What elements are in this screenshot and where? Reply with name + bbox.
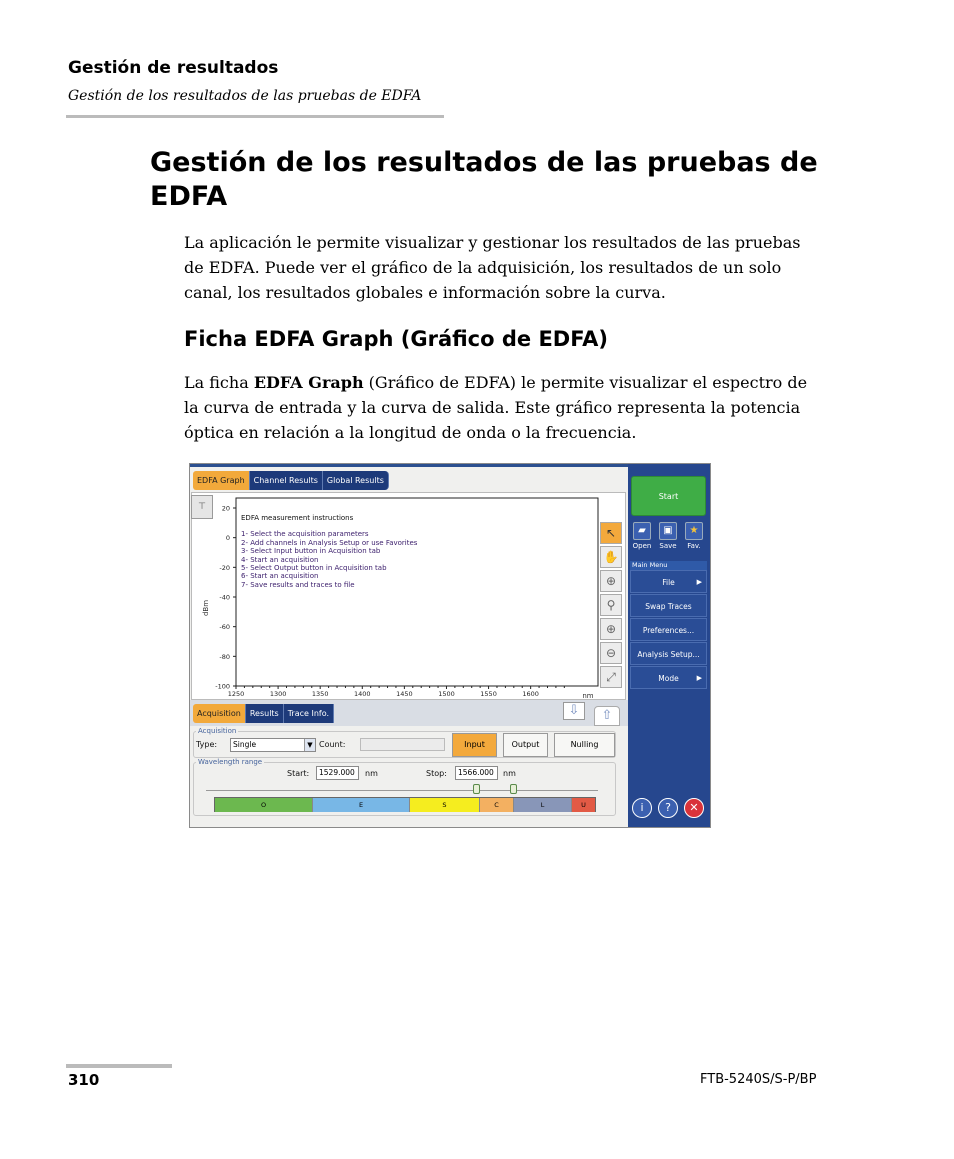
- y-tick-label: -60: [219, 623, 230, 632]
- tab-channel-results[interactable]: Channel Results: [250, 471, 323, 490]
- y-tick-label: -40: [219, 593, 230, 602]
- graph-toolbar: [600, 522, 626, 690]
- stop-slider-handle[interactable]: [510, 784, 517, 794]
- para-bold: EDFA Graph: [253, 373, 364, 392]
- y-tick-label: -80: [219, 652, 230, 661]
- start-unit: nm: [365, 769, 378, 778]
- start-field[interactable]: 1529.000: [316, 766, 359, 780]
- instruction-2: 2- Add channels in Analysis Setup or use Favorites: [241, 538, 418, 547]
- menu-item-file[interactable]: [630, 570, 707, 593]
- tab-trace-info[interactable]: Trace Info.: [284, 704, 334, 723]
- x-axis-unit: nm: [582, 692, 594, 700]
- intro-paragraph: La aplicación le permite visualizar y gestionar los resultados de las pruebas de EDFA. Puede ver el gráfico de la adquisición, los resultados de un solo canal, los resultados globales e información sobre la curva.: [184, 233, 801, 302]
- wavelength-legend: Wavelength range: [198, 758, 263, 766]
- band-l: L: [514, 798, 572, 812]
- main-menu: [630, 570, 707, 690]
- instruction-6: 6- Start an acquisition: [241, 572, 319, 581]
- floppy-icon: ▣: [659, 522, 677, 540]
- output-button[interactable]: Output: [503, 733, 548, 757]
- x-axis-ticks: [228, 686, 565, 698]
- zoom-in-icon[interactable]: ⊕: [600, 618, 622, 640]
- type-label: Type:: [196, 740, 218, 749]
- instruction-3: 3- Select Input button in Acquisition tab: [241, 547, 381, 556]
- acquisition-legend: Acquisition: [198, 727, 237, 735]
- menu-item-mode[interactable]: [630, 666, 707, 689]
- count-label: Count:: [319, 740, 346, 749]
- x-tick-label: 1550: [480, 690, 497, 698]
- quick-actions: [630, 522, 706, 550]
- save-button[interactable]: [656, 522, 680, 550]
- y-tick-label: 0: [225, 534, 230, 543]
- zoom-out-icon[interactable]: ⊖: [600, 642, 622, 664]
- x-tick-label: 1350: [311, 690, 329, 698]
- band-u: U: [572, 798, 595, 812]
- footer-rule: [66, 1064, 172, 1068]
- pointer-tool-icon[interactable]: ↖: [600, 522, 622, 544]
- instruction-5: 5- Select Output button in Acquisition tab: [241, 564, 387, 573]
- instructions: [241, 514, 417, 589]
- band-o: O: [215, 798, 313, 812]
- x-tick-label: 1300: [269, 690, 287, 698]
- instructions-title: EDFA measurement instructions: [241, 514, 354, 522]
- main-menu-header: Main Menu: [630, 561, 707, 570]
- menu-mode-label: Mode: [658, 674, 679, 683]
- zoom-area-icon[interactable]: ⊕: [600, 570, 622, 592]
- fav-label: Fav.: [687, 542, 701, 550]
- open-button[interactable]: [630, 522, 654, 550]
- x-tick-label: 1500: [438, 690, 455, 698]
- edfa-screenshot: [189, 463, 711, 828]
- info-icon[interactable]: i: [632, 798, 652, 818]
- zoom-icon[interactable]: ⚲: [600, 594, 622, 616]
- running-header-section: Gestión de resultados: [68, 58, 279, 78]
- type-value: Single: [233, 740, 257, 749]
- system-buttons: [632, 798, 704, 818]
- instruction-1: 1- Select the acquisition parameters: [241, 530, 369, 539]
- range-slider-track: [206, 790, 598, 791]
- start-button[interactable]: Start: [631, 476, 706, 516]
- y-tick-label: 20: [221, 504, 230, 513]
- product-model: FTB-5240S/S-P/BP: [700, 1072, 817, 1087]
- collapse-down-icon[interactable]: ⇩: [563, 702, 585, 720]
- input-button[interactable]: Input: [452, 733, 497, 757]
- favorites-button[interactable]: [682, 522, 706, 550]
- expand-up-icon[interactable]: ⇧: [594, 706, 620, 726]
- start-label: Start:: [287, 769, 310, 778]
- window-top-bar: [190, 464, 628, 467]
- instruction-4: 4- Start an acquisition: [241, 555, 319, 564]
- stop-label: Stop:: [426, 769, 447, 778]
- y-axis-label: dBm: [202, 599, 210, 617]
- para-pre: La ficha: [184, 373, 254, 392]
- chevron-down-icon: ▼: [304, 739, 315, 751]
- x-tick-label: 1250: [227, 690, 245, 698]
- tab-edfa-graph[interactable]: EDFA Graph: [193, 471, 250, 490]
- acquisition-tabs: [193, 704, 334, 723]
- x-tick-label: 1400: [354, 690, 371, 698]
- count-field[interactable]: [360, 738, 445, 751]
- y-tick-label: -20: [219, 563, 230, 572]
- section-heading: Ficha EDFA Graph (Gráfico de EDFA): [184, 327, 609, 351]
- x-tick-label: 1600: [522, 690, 539, 698]
- menu-item-analysis-setup[interactable]: Analysis Setup...: [630, 642, 707, 665]
- menu-item-swap-traces[interactable]: Swap Traces: [630, 594, 707, 617]
- arrow-right-icon: ▶: [696, 674, 702, 682]
- menu-file-label: File: [662, 578, 675, 587]
- band-s: S: [410, 798, 480, 812]
- save-label: Save: [659, 542, 677, 550]
- y-tick-label: -100: [215, 682, 230, 691]
- page-number: 310: [68, 1071, 100, 1089]
- band-bar: [214, 797, 596, 812]
- y-axis-ticks: [215, 505, 236, 691]
- running-header-subsection: Gestión de los resultados de las pruebas de EDFA: [68, 88, 422, 104]
- start-slider-handle[interactable]: [473, 784, 480, 794]
- band-e: E: [313, 798, 410, 812]
- tab-results[interactable]: Results: [246, 704, 284, 723]
- folder-icon: ▰: [633, 522, 651, 540]
- type-select[interactable]: [230, 738, 316, 752]
- close-icon[interactable]: ✕: [684, 798, 704, 818]
- full-view-icon[interactable]: ⤢: [600, 666, 622, 688]
- result-tabs: [193, 471, 389, 490]
- nulling-button[interactable]: Nulling: [554, 733, 615, 757]
- open-label: Open: [632, 542, 652, 550]
- marker-icon[interactable]: ⊤: [191, 495, 213, 519]
- page-title: Gestión de los resultados de las pruebas de EDFA: [150, 147, 818, 212]
- tab-acquisition[interactable]: Acquisition: [193, 704, 246, 723]
- tab-global-results[interactable]: Global Results: [323, 471, 389, 490]
- header-rule: [66, 115, 444, 118]
- arrow-right-icon: ▶: [696, 578, 702, 586]
- star-icon: ★: [685, 522, 703, 540]
- section-paragraph: [184, 370, 824, 445]
- stop-field[interactable]: 1566.000: [455, 766, 498, 780]
- stop-unit: nm: [503, 769, 516, 778]
- help-icon[interactable]: ?: [658, 798, 678, 818]
- para-post: (Gráfico de EDFA) le permite visualizar el espectro de la curva de entrada y la curva de salida. Este gráfico representa la potencia óptica en relación a la longitud de onda o la frecuencia.: [184, 373, 808, 442]
- pan-hand-icon[interactable]: ✋: [600, 546, 622, 568]
- menu-item-preferences[interactable]: Preferences...: [630, 618, 707, 641]
- band-c: C: [480, 798, 514, 812]
- instruction-7: 7- Save results and traces to file: [241, 580, 355, 589]
- x-tick-label: 1450: [396, 690, 413, 698]
